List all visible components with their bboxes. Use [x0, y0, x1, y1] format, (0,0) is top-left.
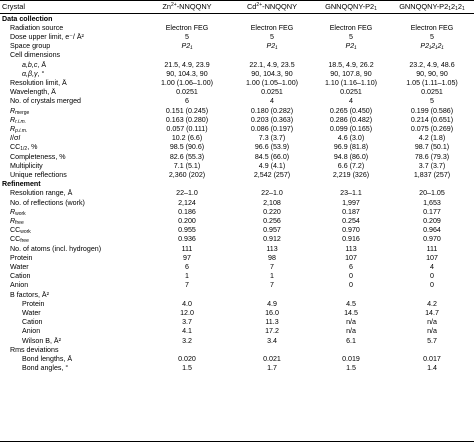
row-value: 0 [349, 281, 353, 290]
table-row [0, 364, 474, 373]
row-value: 17.2 [265, 327, 279, 336]
row-label: B factors, Å² [10, 290, 50, 299]
row-label: a,b,c, Å [22, 60, 47, 69]
row-value: 3.7 [182, 318, 192, 327]
row-value: 22–1.0 [261, 189, 283, 198]
table-row [0, 125, 474, 134]
row-value: 4 [270, 97, 274, 106]
row-value: P2₁ [181, 42, 193, 51]
row-value: 18.5, 4.9, 26.2 [328, 60, 374, 69]
row-value: 0.017 [423, 354, 441, 363]
row-value: n/a [346, 318, 356, 327]
table-row [0, 327, 474, 336]
table-row [0, 281, 474, 290]
row-value: 0.163 (0.280) [165, 115, 209, 124]
header-label: Crystal [2, 2, 25, 11]
row-value: 2,360 (202) [168, 170, 206, 179]
row-value: 0.151 (0.245) [165, 106, 209, 115]
row-label: No. of atoms (incl. hydrogen) [10, 244, 102, 253]
row-value: 90, 90, 90 [416, 69, 448, 78]
row-label: Wavelength, Å [10, 88, 56, 97]
row-value: 23.2, 4.9, 48.6 [409, 60, 455, 69]
row-value: 1.5 [346, 364, 356, 373]
table-row [0, 162, 474, 171]
row-label: $CC_{work}$ [10, 226, 31, 236]
table-row [0, 263, 474, 272]
table-row [0, 107, 474, 116]
row-value: 0.970 [342, 226, 360, 235]
table-row [0, 245, 474, 254]
row-value: 4.9 [267, 299, 277, 308]
table-row [0, 134, 474, 143]
row-value: 107 [345, 253, 357, 262]
row-value: 23–1.1 [340, 189, 362, 198]
row-value: 111 [181, 244, 193, 253]
row-value: 6 [185, 262, 189, 271]
table-row [0, 318, 474, 327]
row-label: Wilson B, Å² [22, 336, 62, 345]
table-row [0, 217, 474, 226]
row-label: α,β,γ, ° [22, 69, 45, 78]
row-value: 0.0251 [176, 88, 198, 97]
row-value: n/a [346, 327, 356, 336]
table-row [0, 208, 474, 217]
row-value: 4.0 [182, 299, 192, 308]
row-value: 0.265 (0.450) [329, 106, 373, 115]
row-value: 96.9 (81.8) [333, 143, 369, 152]
row-value: 1,653 [423, 198, 441, 207]
row-value: 4.2 (1.8) [418, 134, 446, 143]
row-value: 94.8 (86.0) [333, 152, 369, 161]
row-value: 0.916 [342, 235, 360, 244]
row-label: Cell dimensions [10, 51, 61, 60]
row-value: 98.7 (50.1) [414, 143, 450, 152]
row-value: 0.180 (0.282) [250, 106, 294, 115]
row-value: 0.019 [342, 354, 360, 363]
row-value: 1.05 (1.11–1.05) [406, 78, 458, 87]
row-value: 4.5 [346, 299, 356, 308]
row-value: 0.0251 [421, 88, 443, 97]
header-col-zn: $Zn^{2+}$-NNQQNY [162, 2, 212, 11]
row-label: Bond angles, ° [22, 364, 69, 373]
table-row [0, 254, 474, 263]
table-row [0, 226, 474, 235]
row-value: 107 [426, 253, 438, 262]
row-label: Resolution limit, Å [10, 78, 67, 87]
row-value: 1 [270, 272, 274, 281]
row-label: $CC_{1/2}$, % [10, 143, 38, 153]
row-label: $R_{work}$ [10, 207, 26, 217]
row-value: 5 [185, 32, 189, 41]
row-value: 0.955 [178, 226, 196, 235]
row-value: 1.5 [182, 364, 192, 373]
row-value: P2₁ [266, 42, 278, 51]
row-label: Rms deviations [10, 345, 59, 354]
table-row [0, 42, 474, 51]
row-value: 0 [349, 272, 353, 281]
row-value: 82.6 (55.3) [169, 152, 205, 161]
row-value: n/a [427, 327, 437, 336]
row-value: Electron FEG [410, 23, 454, 32]
row-value: 0.020 [178, 354, 196, 363]
row-value: 0.256 [263, 216, 281, 225]
row-value: 98.5 (90.6) [169, 143, 205, 152]
row-value: 4.2 [427, 299, 437, 308]
row-value: 0.177 [423, 207, 441, 216]
row-value: 7 [270, 262, 274, 271]
table-row [0, 272, 474, 281]
row-value: 0.912 [263, 235, 281, 244]
row-label: Space group [10, 42, 51, 51]
row-value: 6.6 (7.2) [337, 161, 365, 170]
row-label: Completeness, % [10, 152, 66, 161]
row-value: 0.187 [342, 207, 360, 216]
row-value: 1.10 (1.16–1.10) [324, 78, 378, 87]
row-value: 6 [349, 262, 353, 271]
table-row [0, 143, 474, 152]
row-label: Cation [22, 318, 43, 327]
row-value: 90, 104.3, 90 [166, 69, 208, 78]
row-label: Radiation source [10, 23, 64, 32]
table-row [0, 355, 474, 364]
row-value: 98 [268, 253, 276, 262]
row-value: 20–1.05 [419, 189, 445, 198]
section-refinement [0, 180, 474, 189]
row-value: 90, 104.3, 90 [251, 69, 293, 78]
header-col-p21: GNNQQNY-$P2_1$ [325, 2, 377, 12]
row-value: 0.286 (0.482) [329, 115, 373, 124]
table-row [0, 153, 474, 162]
row-value: 0.200 [178, 216, 196, 225]
row-value: P2₁ [345, 42, 357, 51]
row-value: 4.1 [182, 327, 192, 336]
row-value: 1.7 [267, 364, 277, 373]
row-value: 2,542 (257) [253, 170, 291, 179]
row-label: $R_{r.i.m.}$ [10, 115, 27, 125]
row-value: 0.199 (0.586) [410, 106, 454, 115]
row-value: 3.2 [182, 336, 192, 345]
row-value: 113 [345, 244, 357, 253]
row-label: No. of crystals merged [10, 97, 81, 106]
row-value: 5 [430, 97, 434, 106]
row-value: 7.3 (3.7) [258, 134, 286, 143]
row-value: 3.7 (3.7) [418, 161, 446, 170]
row-value: 6 [185, 97, 189, 106]
row-value: 2,108 [263, 198, 281, 207]
row-value: 4.6 (3.0) [337, 134, 365, 143]
row-value: 0.0251 [340, 88, 362, 97]
row-label: $R_{free}$ [10, 216, 24, 226]
row-value: 84.5 (66.0) [254, 152, 290, 161]
row-value: 0.214 (0.651) [410, 115, 454, 124]
row-value: Electron FEG [165, 23, 209, 32]
table-row [0, 33, 474, 42]
row-value: 0.075 (0.269) [410, 124, 454, 133]
row-value: 7 [270, 281, 274, 290]
table-row [0, 88, 474, 97]
row-value: 96.6 (53.9) [254, 143, 290, 152]
row-value: 6.1 [346, 336, 356, 345]
row-value: 1.00 (1.06–1.00) [160, 78, 214, 87]
section-data-collection [0, 15, 474, 24]
row-value: 113 [266, 244, 278, 253]
row-value: 0.209 [423, 216, 441, 225]
row-value: 1.00 (1.05–1.00) [245, 78, 299, 87]
table-row [0, 24, 474, 33]
row-value: 3.4 [267, 336, 277, 345]
row-value: 0.936 [178, 235, 196, 244]
row-label: Multiplicity [10, 161, 43, 170]
top-rule [0, 0, 474, 1]
row-value: 0.203 (0.363) [250, 115, 294, 124]
row-label: Anion [10, 281, 29, 290]
row-value: n/a [427, 318, 437, 327]
row-value: 0.021 [263, 354, 281, 363]
row-value: 4 [349, 97, 353, 106]
row-label: Protein [22, 299, 45, 308]
row-label: $CC_{free}$ [10, 235, 29, 245]
row-value: 5 [349, 32, 353, 41]
row-value: 11.3 [265, 318, 279, 327]
section-refinement-label: Refinement [2, 180, 41, 189]
row-value: 0.220 [263, 207, 281, 216]
table-row [0, 97, 474, 106]
row-label: Dose upper limit, e⁻/ Å² [10, 32, 84, 41]
row-value: 90, 107.8, 90 [330, 69, 372, 78]
row-value: 7.1 (5.1) [173, 161, 201, 170]
row-label: $R_{p.i.m.}$ [10, 124, 28, 134]
row-label: Anion [22, 327, 41, 336]
row-value: 0 [430, 281, 434, 290]
row-label: Water [10, 262, 29, 271]
row-value: 22–1.0 [176, 189, 198, 198]
row-value: 0.964 [423, 226, 441, 235]
row-value: 5.7 [427, 336, 437, 345]
row-label: Bond lengths, Å [22, 354, 73, 363]
table-row [0, 61, 474, 70]
row-value: 1,837 (257) [413, 170, 451, 179]
row-value: 22.1, 4.9, 23.5 [249, 60, 295, 69]
row-value: 0.186 [178, 207, 196, 216]
header-col-p212121: GNNQQNY-$P2_12_12_1$ [399, 2, 465, 12]
row-label: Resolution range, Å [10, 189, 73, 198]
section-data-collection-label: Data collection [2, 14, 53, 23]
row-label: No. of reflections (work) [10, 198, 85, 207]
row-value: 1.4 [427, 364, 437, 373]
row-value: 14.5 [344, 308, 358, 317]
table-row [0, 70, 474, 79]
row-value: 4 [430, 262, 434, 271]
row-value: 0.086 (0.197) [250, 124, 294, 133]
row-value: 2,124 [178, 198, 196, 207]
row-value: 0.957 [263, 226, 281, 235]
row-value: 7 [185, 281, 189, 290]
header-col-cd: $Cd^{2+}$-NNQQNY [246, 2, 298, 11]
row-label: Unique reflections [10, 170, 67, 179]
row-value: Electron FEG [250, 23, 294, 32]
table-row [0, 235, 474, 244]
table-row [0, 346, 474, 355]
row-value: 14.7 [425, 308, 439, 317]
row-value: 16.0 [265, 308, 279, 317]
row-value: 0.057 (0.111) [166, 124, 208, 133]
row-value: 5 [270, 32, 274, 41]
table-row [0, 337, 474, 346]
row-value: 111 [426, 244, 438, 253]
table-row [0, 291, 474, 300]
table-row [0, 79, 474, 88]
row-label: Protein [10, 253, 33, 262]
table-row [0, 300, 474, 309]
row-value: 0.254 [342, 216, 360, 225]
row-value: 78.6 (79.3) [414, 152, 450, 161]
row-value: Electron FEG [329, 23, 373, 32]
table-row [0, 51, 474, 60]
row-value: 2,219 (326) [332, 170, 370, 179]
table-row [0, 116, 474, 125]
row-value: 0.970 [423, 235, 441, 244]
row-value: 21.5, 4.9, 23.9 [164, 60, 210, 69]
row-value: 97 [183, 253, 191, 262]
row-value: 1,997 [342, 198, 360, 207]
table-row [0, 189, 474, 198]
row-label: Cation [10, 272, 31, 281]
row-value: 0 [430, 272, 434, 281]
row-value: 4.9 (4.1) [258, 161, 286, 170]
row-value: 0.099 (0.165) [329, 124, 373, 133]
row-value: 12.0 [180, 308, 194, 317]
row-label: $R_{merge}$ [10, 106, 30, 116]
row-label: I/σI [10, 134, 21, 143]
row-value: 0.0251 [261, 88, 283, 97]
row-value: P2₁2₁2₁ [420, 42, 444, 51]
row-value: 10.2 (6.6) [171, 134, 203, 143]
row-value: 5 [430, 32, 434, 41]
table-row [0, 199, 474, 208]
row-value: 1 [185, 272, 189, 281]
table-row [0, 171, 474, 180]
table-row [0, 309, 474, 318]
row-label: Water [22, 308, 41, 317]
